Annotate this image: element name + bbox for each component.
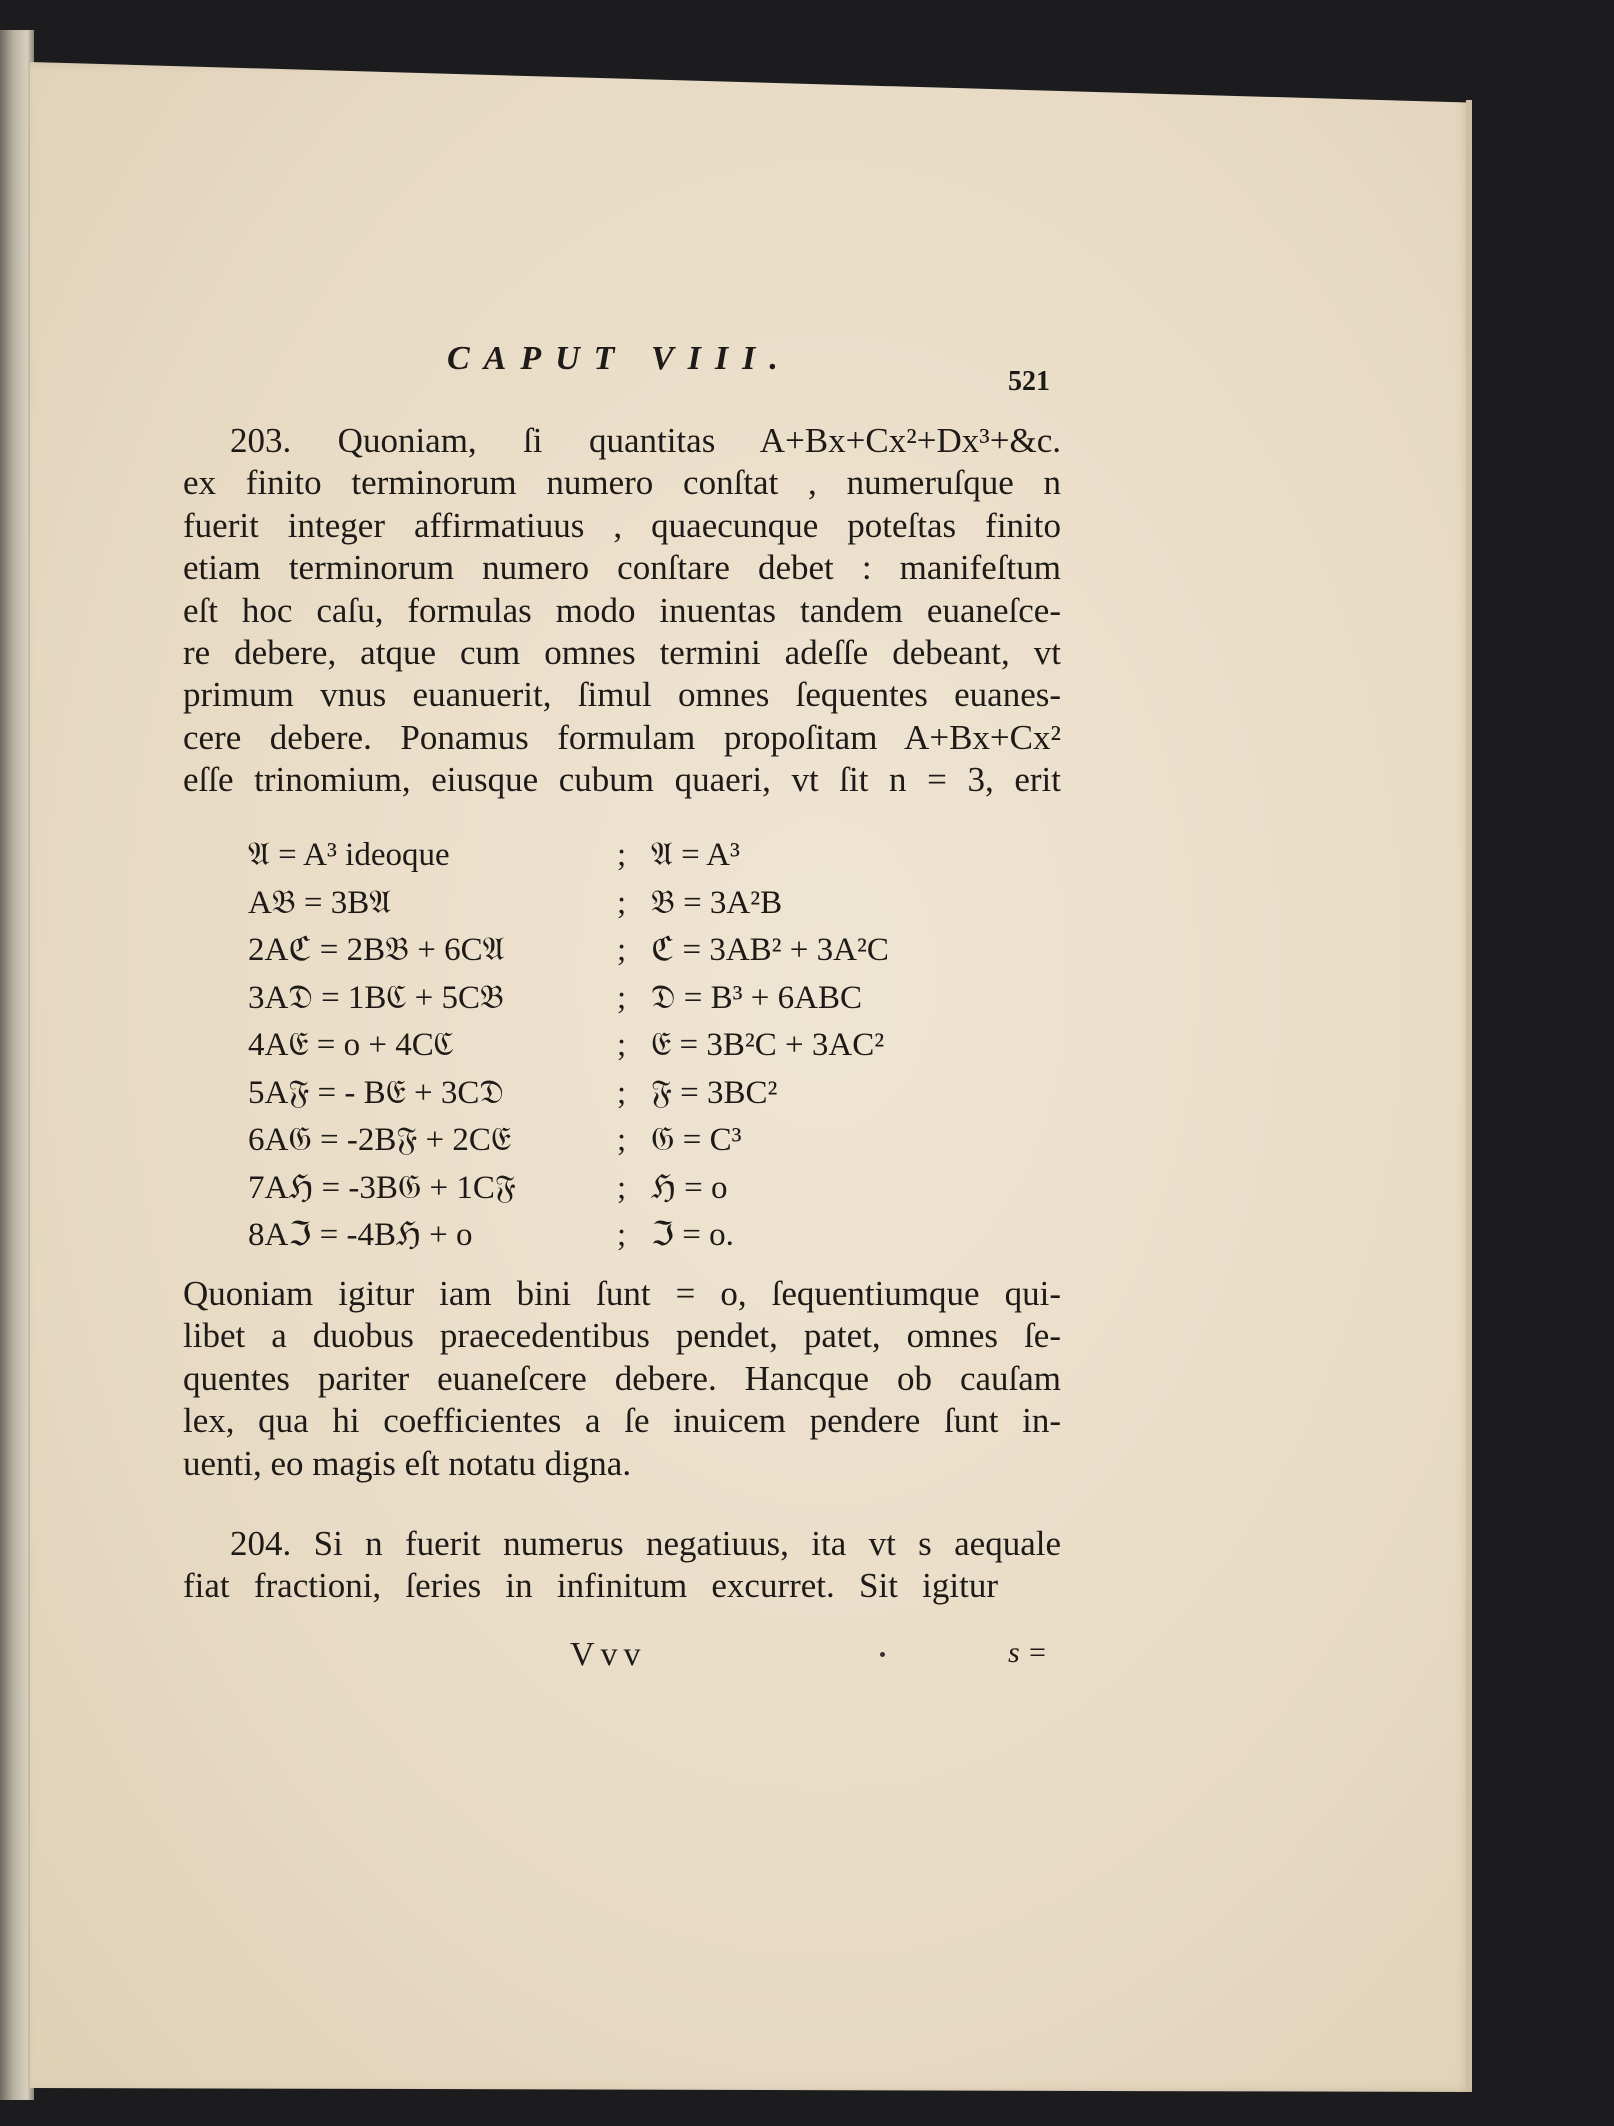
equation-separator: ; bbox=[617, 1217, 627, 1253]
text-line: uenti, eo magis eſt notatu digna. bbox=[183, 1443, 632, 1483]
equation-right: ℑ = o. bbox=[651, 1217, 734, 1253]
equation-separator: ; bbox=[617, 1122, 627, 1158]
equation-separator: ; bbox=[617, 979, 627, 1016]
equation-separator: ; bbox=[617, 1169, 627, 1206]
text-line: Quoniam igitur iam bini ſunt = o, ſequentiumque qui- bbox=[183, 1274, 1061, 1313]
text-line: fuerit integer affirmatiuus , quaecunque poteſtas finito bbox=[183, 505, 1061, 545]
text-line: eſſe trinomium, eiusque cubum quaeri, vt ſit n = 3, erit bbox=[183, 760, 1061, 800]
running-title: CAPUT VIII. bbox=[447, 340, 792, 377]
text-line: libet a duobus praecedentibus pendet, patet, omnes ſe- bbox=[183, 1316, 1061, 1356]
equation-right: 𝔅 = 3A²B bbox=[651, 884, 783, 921]
text-line: re debere, atque cum omnes termini adeſſe debeant, vt bbox=[183, 632, 1061, 672]
text-line: primum vnus euanuerit, ſimul omnes ſequentes euanes- bbox=[183, 675, 1061, 715]
equation-left: A𝔅 = 3B𝔄 bbox=[248, 884, 392, 921]
ink-dot bbox=[880, 1652, 885, 1657]
text-line: cere debere. Ponamus formulam propoſitam A+Bx+Cx² bbox=[183, 717, 1061, 757]
paragraph-204 bbox=[183, 1523, 1061, 1608]
page-number: 521 bbox=[1008, 366, 1050, 397]
equation-left: 4A𝔈 = o + 4Cℭ bbox=[248, 1027, 454, 1063]
text-line: 204. Si n fuerit numerus negatiuus, ita vt s aequale bbox=[230, 1524, 1061, 1563]
equation-right: 𝔈 = 3B²C + 3AC² bbox=[651, 1027, 885, 1063]
text-line: fiat fractioni, ſeries in infinitum excurret. Sit igitur bbox=[183, 1566, 998, 1606]
equation-left: 5A𝔉 = - B𝔈 + 3C𝔇 bbox=[248, 1074, 504, 1111]
equation-left: 6A𝔊 = -2B𝔉 + 2C𝔈 bbox=[248, 1122, 512, 1158]
text-line: eſt hoc caſu, formulas modo inuentas tandem euaneſce- bbox=[183, 590, 1061, 630]
equation-left: 3A𝔇 = 1Bℭ + 5C𝔅 bbox=[248, 979, 504, 1016]
equation-separator: ; bbox=[617, 1027, 627, 1063]
equation-right: ℭ = 3AB² + 3A²C bbox=[651, 932, 889, 968]
equation-right: 𝔄 = A³ bbox=[651, 837, 740, 873]
catchword: s = bbox=[1008, 1636, 1048, 1669]
text-line: etiam terminorum numero conſtare debet : manifeſtum bbox=[183, 548, 1061, 588]
equation-separator: ; bbox=[617, 837, 627, 873]
equation-separator: ; bbox=[617, 884, 627, 921]
equation-right: 𝔉 = 3BC² bbox=[651, 1074, 778, 1111]
equation-left: 7Aℌ = -3B𝔊 + 1C𝔉 bbox=[248, 1169, 516, 1206]
equation-right: ℌ = o bbox=[651, 1169, 728, 1206]
equation-left: 𝔄 = A³ ideoque bbox=[248, 837, 450, 873]
text-line: quentes pariter euaneſcere debere. Hancque ob cauſam bbox=[183, 1358, 1061, 1398]
text-line: ex finito terminorum numero conſtat , numeruſque n bbox=[183, 463, 1061, 503]
equation-separator: ; bbox=[617, 932, 627, 968]
page-edge bbox=[1466, 100, 1472, 2090]
text-line: lex, qua hi coefficientes a ſe inuicem pendere ſunt in- bbox=[183, 1401, 1061, 1441]
paragraph-conclusion bbox=[183, 1273, 1061, 1485]
signature-mark: Vvv bbox=[570, 1636, 647, 1673]
text-line: 203. Quoniam, ſi quantitas A+Bx+Cx²+Dx³+&c. bbox=[230, 421, 1061, 460]
equation-right: 𝔊 = C³ bbox=[651, 1122, 742, 1158]
equation-left: 8Aℑ = -4Bℌ + o bbox=[248, 1217, 473, 1253]
equation-left: 2Aℭ = 2B𝔅 + 6C𝔄 bbox=[248, 932, 505, 968]
adjacent-page-edge bbox=[0, 30, 34, 2100]
equation-separator: ; bbox=[617, 1074, 627, 1111]
equation-right: 𝔇 = B³ + 6ABC bbox=[651, 979, 862, 1016]
paragraph-203 bbox=[183, 420, 1061, 802]
